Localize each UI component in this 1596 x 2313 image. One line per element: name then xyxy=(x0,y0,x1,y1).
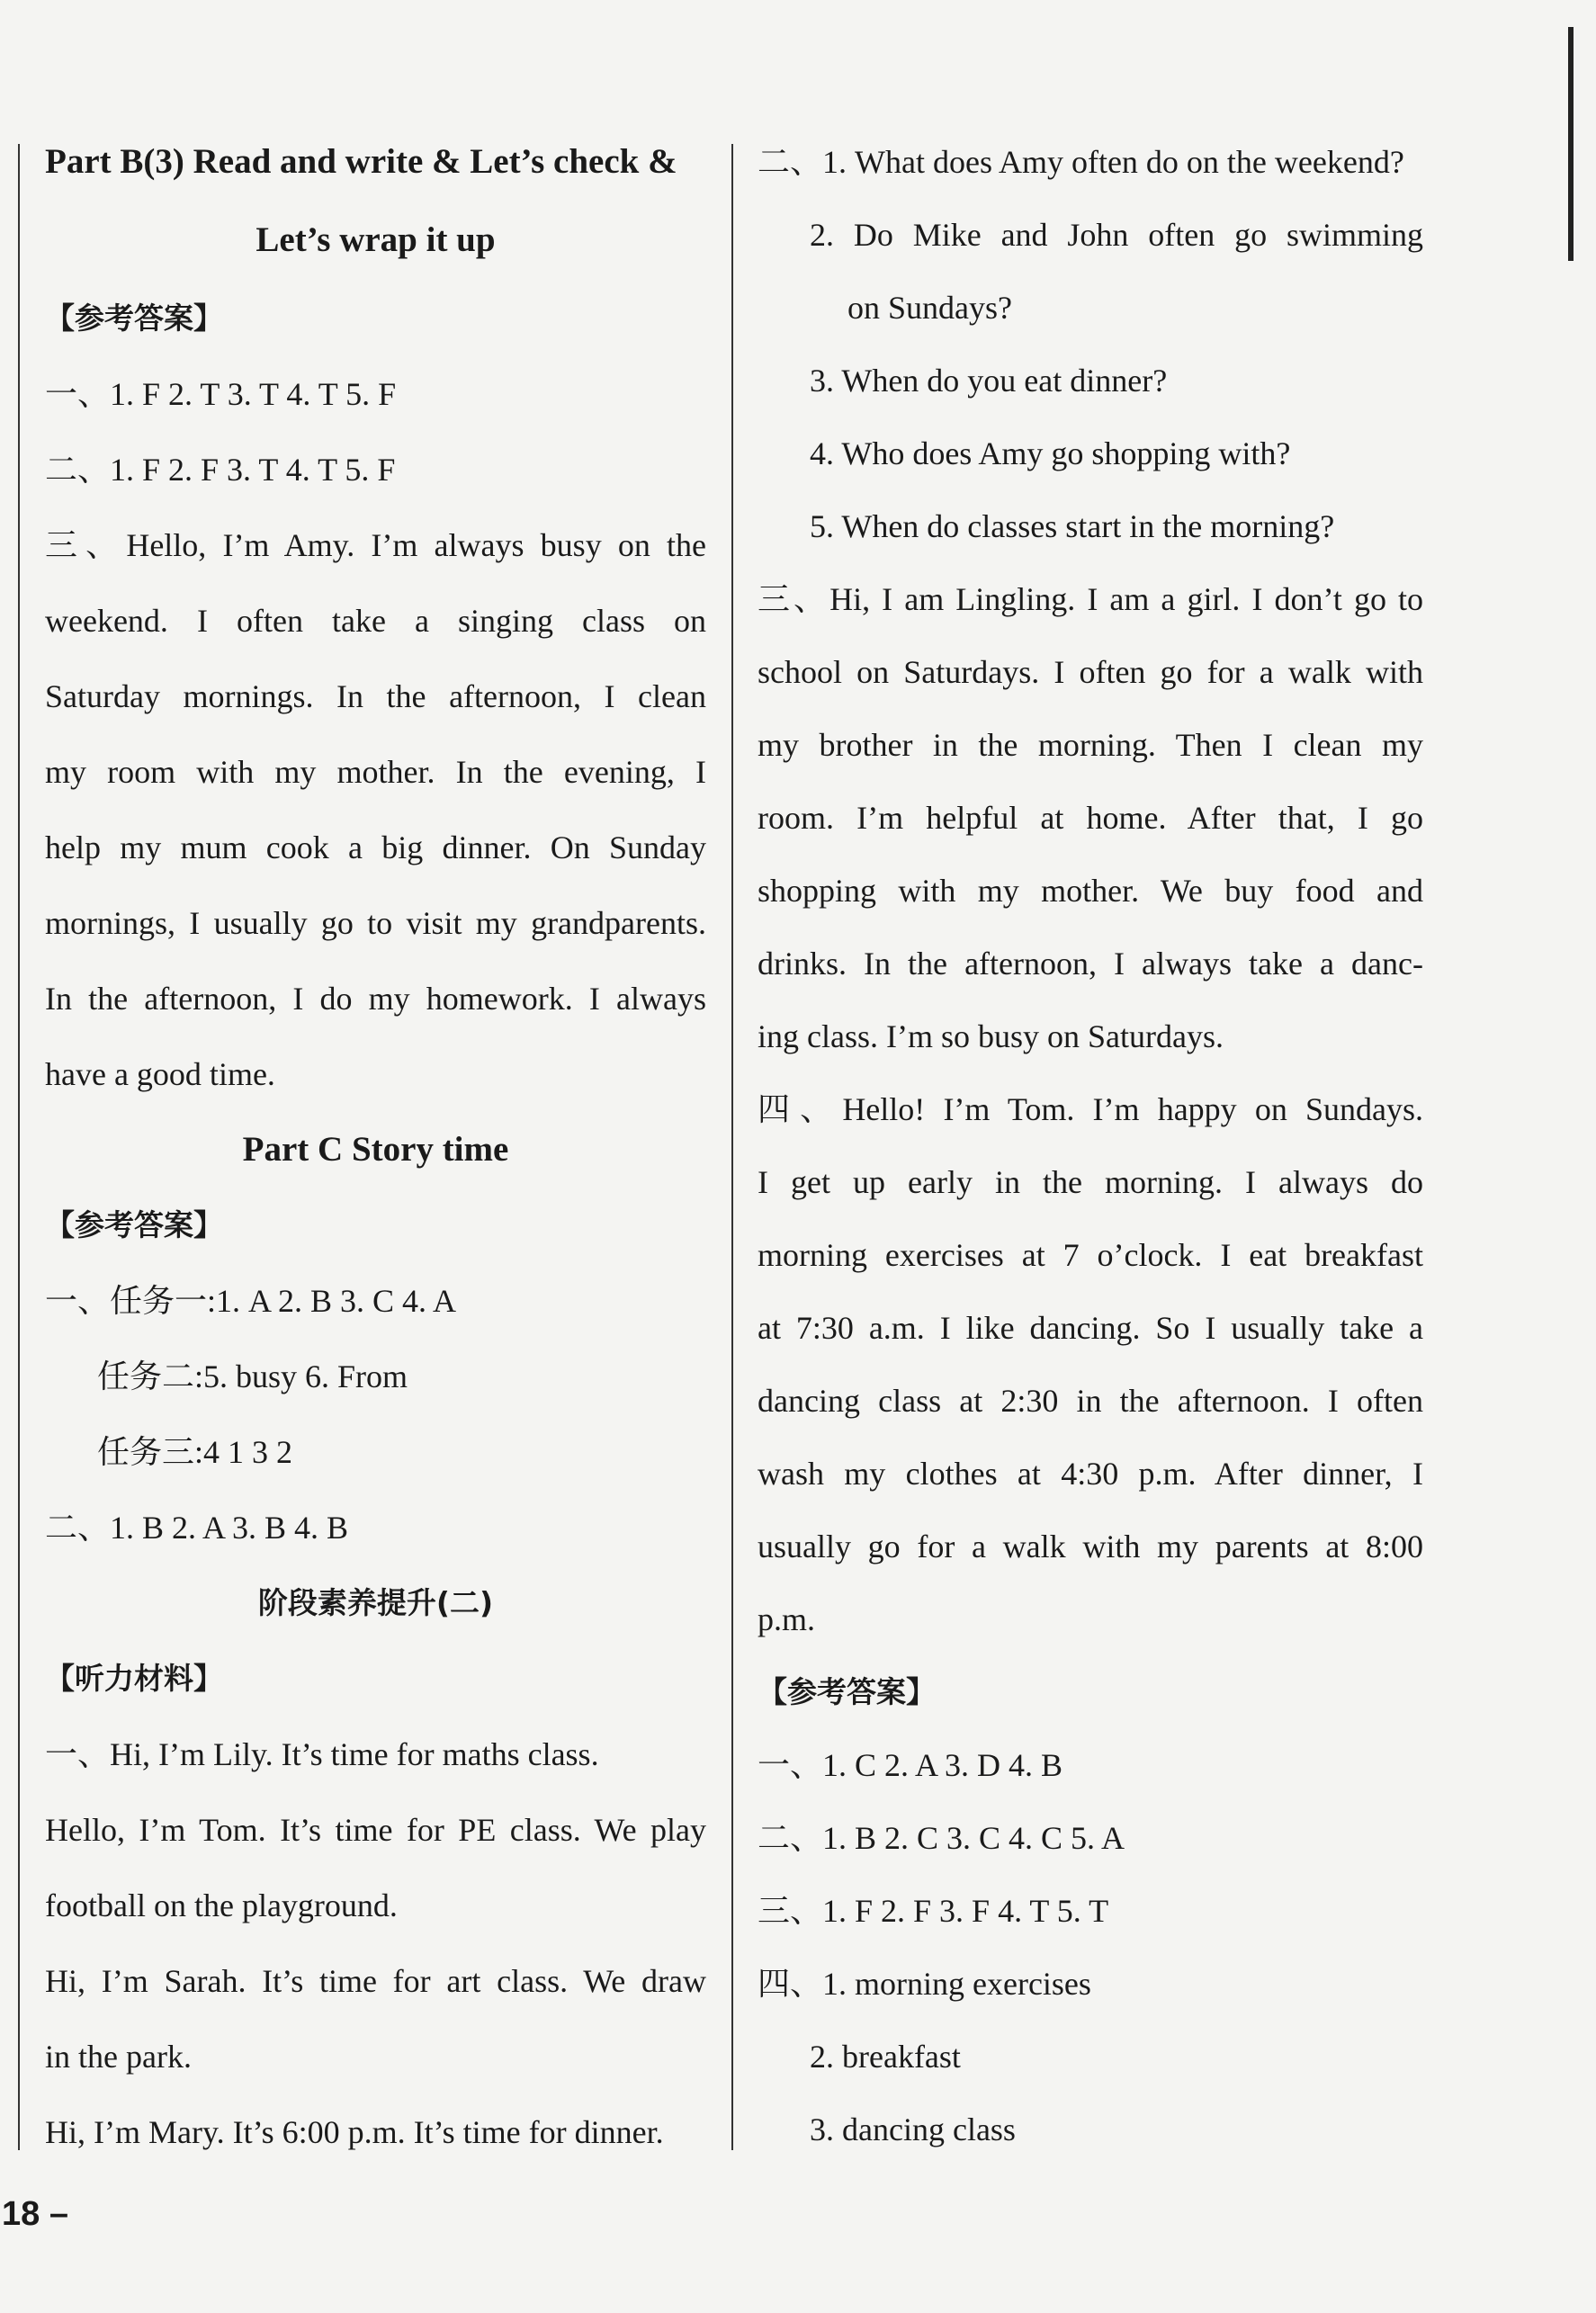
passage-line: dancing class at 2:30 in the afternoon. I often xyxy=(758,1383,1423,1419)
passage-line: Saturday mornings. In the afternoon, I clean xyxy=(45,678,706,714)
answer-line: 四、1. morning exercises xyxy=(758,1966,1091,2002)
listening-line: Hi, I’m Sarah. It’s time for art class. We draw xyxy=(45,1963,706,1999)
listening-header: 【听力材料】 xyxy=(45,1661,223,1696)
section-title-line1: Part B(3) Read and write & Let’s check & xyxy=(45,142,677,181)
passage-line: at 7:30 a.m. I like dancing. So I usually take a xyxy=(758,1310,1423,1346)
answer-line: 三、1. F 2. F 3. F 4. T 5. T xyxy=(758,1893,1109,1929)
answer-line: 二、1. F 2. F 3. T 4. T 5. F xyxy=(45,452,396,488)
answer-line: 2. breakfast xyxy=(810,2039,961,2075)
passage-line: usually go for a walk with my parents at 8:00 xyxy=(758,1529,1423,1564)
page-edge-mark xyxy=(1568,27,1574,261)
question-line: on Sundays? xyxy=(847,290,1012,326)
answer-line: 二、1. B 2. A 3. B 4. B xyxy=(45,1510,349,1546)
answer-header: 【参考答案】 xyxy=(45,300,223,336)
passage-line: 四、Hello! I’m Tom. I’m happy on Sundays. xyxy=(758,1091,1423,1127)
passage-line: have a good time. xyxy=(45,1056,275,1092)
section-title-line2: Let’s wrap it up xyxy=(256,220,496,259)
passage-line: In the afternoon, I do my homework. I always xyxy=(45,981,706,1017)
passage-line: wash my clothes at 4:30 p.m. After dinner, I xyxy=(758,1456,1423,1492)
answer-header: 【参考答案】 xyxy=(45,1207,223,1242)
question-line: 3. When do you eat dinner? xyxy=(810,363,1168,399)
passage-line: morning exercises at 7 o’clock. I eat breakfast xyxy=(758,1237,1423,1273)
listening-line: football on the playground. xyxy=(45,1887,398,1923)
passage-line: my room with my mother. In the evening, I xyxy=(45,754,706,790)
answer-line: 二、1. B 2. C 3. C 4. C 5. A xyxy=(758,1820,1125,1856)
passage-line: room. I’m helpful at home. After that, I go xyxy=(758,800,1423,836)
listening-line: Hello, I’m Tom. It’s time for PE class. We play xyxy=(45,1812,706,1848)
passage-line: weekend. I often take a singing class on xyxy=(45,603,706,639)
answer-line: 3. dancing class xyxy=(810,2111,1016,2147)
passage-line: p.m. xyxy=(758,1601,816,1637)
task-line: 一、任务一:1. A 2. B 3. C 4. A xyxy=(45,1283,457,1319)
passage-line: drinks. In the afternoon, I always take a danc- xyxy=(758,946,1423,982)
question-line: 2. Do Mike and John often go swimming xyxy=(810,217,1423,253)
passage-line: shopping with my mother. We buy food and xyxy=(758,873,1423,909)
column-divider xyxy=(731,144,733,2150)
question-line: 4. Who does Amy go shopping with? xyxy=(810,435,1291,471)
passage-line: my brother in the morning. Then I clean my xyxy=(758,727,1423,763)
passage-line: ing class. I’m so busy on Saturdays. xyxy=(758,1018,1224,1054)
task-line: 任务二:5. busy 6. From xyxy=(97,1358,408,1394)
part-c-title: Part C Story time xyxy=(242,1130,509,1169)
question-line: 二、1. What does Amy often do on the weekend? xyxy=(758,144,1404,180)
answer-header: 【参考答案】 xyxy=(758,1674,936,1709)
passage-line: mornings, I usually go to visit my grandparents. xyxy=(45,905,706,941)
passage-line: 三、Hello, I’m Amy. I’m always busy on the xyxy=(45,527,706,563)
answer-line: 一、1. C 2. A 3. D 4. B xyxy=(758,1747,1063,1783)
answer-line: 一、1. F 2. T 3. T 4. T 5. F xyxy=(45,376,397,412)
left-margin-rule xyxy=(18,144,20,2150)
passage-line: school on Saturdays. I often go for a walk with xyxy=(758,654,1423,690)
page-number: 18 – xyxy=(2,2195,68,2233)
passage-line: 三、Hi, I am Lingling. I am a girl. I don’t go to xyxy=(758,581,1423,617)
passage-line: help my mum cook a big dinner. On Sunday xyxy=(45,829,706,865)
listening-line: Hi, I’m Mary. It’s 6:00 p.m. It’s time for dinner. xyxy=(45,2114,664,2150)
question-line: 5. When do classes start in the morning? xyxy=(810,508,1335,544)
task-line: 任务三:4 1 3 2 xyxy=(97,1434,293,1470)
listening-line: 一、Hi, I’m Lily. It’s time for maths class. xyxy=(45,1736,599,1772)
passage-line: I get up early in the morning. I always do xyxy=(758,1164,1423,1200)
stage-title: 阶段素养提升(二) xyxy=(257,1585,494,1620)
listening-line: in the park. xyxy=(45,2039,192,2075)
